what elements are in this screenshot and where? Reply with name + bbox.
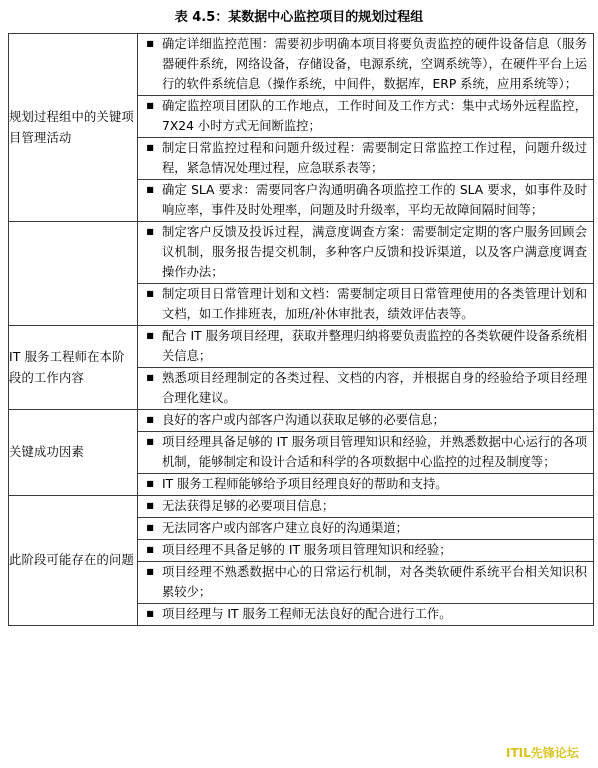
list-item xyxy=(138,496,593,517)
list-item xyxy=(138,517,593,539)
row-items xyxy=(138,34,594,222)
list-item xyxy=(138,473,593,495)
square-bullet-icon: ■ xyxy=(146,227,154,236)
row-items xyxy=(138,496,594,626)
list-item-text: 确定监控项目团队的工作地点，工作时间及工作方式：集中式场外远程监控，7X24 小时方式无间断监控； xyxy=(162,99,587,133)
list-item xyxy=(138,431,593,473)
square-bullet-icon: ■ xyxy=(146,523,154,532)
table-row xyxy=(9,34,594,222)
list-item xyxy=(138,410,593,431)
square-bullet-icon: ■ xyxy=(146,331,154,340)
square-bullet-icon: ■ xyxy=(146,545,154,554)
table-row xyxy=(9,496,594,626)
list-item-text: 熟悉项目经理制定的各类过程、文档的内容，并根据自身的经验给予项目经理合理化建议。 xyxy=(162,371,587,405)
table-row xyxy=(9,326,594,410)
list-item-text: 确定 SLA 要求：需要同客户沟通明确各项监控工作的 SLA 要求，如事件及时响应率，事件及时处理率，问题及时升级率，平均无故障间隔时间等； xyxy=(162,183,587,217)
square-bullet-icon: ■ xyxy=(146,101,154,110)
list-item-text: 项目经理不熟悉数据中心的日常运行机制，对各类软硬件系统平台相关知识积累较少； xyxy=(162,565,587,599)
row-label: IT 服务工程师在本阶段的工作内容 xyxy=(9,326,138,410)
row-label: 此阶段可能存在的问题 xyxy=(9,496,138,626)
list-item-text: 良好的客户或内部客户沟通以获取足够的必要信息； xyxy=(162,413,445,427)
list-item-text: 制定日常监控过程和问题升级过程：需要制定日常监控工作过程，问题升级过程，紧急情况处理过程，应急联系表等； xyxy=(162,141,587,175)
list-item xyxy=(138,561,593,603)
square-bullet-icon: ■ xyxy=(146,373,154,382)
square-bullet-icon: ■ xyxy=(146,39,154,48)
table-row xyxy=(9,410,594,496)
square-bullet-icon: ■ xyxy=(146,415,154,424)
square-bullet-icon: ■ xyxy=(146,289,154,298)
square-bullet-icon: ■ xyxy=(146,143,154,152)
list-item-text: 制定客户反馈及投诉过程，满意度调查方案：需要制定定期的客户服务回顾会议机制，服务报告提交机制，多种客户反馈和投诉渠道，以及客户满意度调查操作办法； xyxy=(162,225,587,279)
planning-process-table xyxy=(8,33,594,626)
table-row xyxy=(9,222,594,326)
square-bullet-icon: ■ xyxy=(146,567,154,576)
square-bullet-icon: ■ xyxy=(146,479,154,488)
list-item xyxy=(138,137,593,179)
table-title: 表 4.5：某数据中心监控项目的规划过程组 xyxy=(174,10,424,25)
row-label xyxy=(9,222,138,326)
row-label: 规划过程组中的关键项目管理活动 xyxy=(9,34,138,222)
list-item xyxy=(138,34,593,95)
list-item-text: 无法获得足够的必要项目信息； xyxy=(162,499,335,513)
list-item-text: 制定项目日常管理计划和文档：需要制定项目日常管理使用的各类管理计划和文档，如工作排班表，加班/补休审批表，绩效评估表等。 xyxy=(162,287,587,321)
square-bullet-icon: ■ xyxy=(146,437,154,446)
square-bullet-icon: ■ xyxy=(146,185,154,194)
list-item xyxy=(138,179,593,221)
list-item xyxy=(138,539,593,561)
list-item xyxy=(138,367,593,409)
row-items xyxy=(138,410,594,496)
list-item xyxy=(138,95,593,137)
row-items xyxy=(138,222,594,326)
list-item-text: IT 服务工程师能够给予项目经理良好的帮助和支持。 xyxy=(162,477,448,491)
list-item-text: 项目经理具备足够的 IT 服务项目管理知识和经验，并熟悉数据中心运行的各项机制，能够制定和设计合适和科学的各项数据中心监控的过程及制度等； xyxy=(162,435,587,469)
list-item xyxy=(138,603,593,625)
square-bullet-icon: ■ xyxy=(146,501,154,510)
list-item xyxy=(138,222,593,283)
list-item-text: 无法同客户或内部客户建立良好的沟通渠道； xyxy=(162,521,408,535)
list-item-text: 项目经理不具备足够的 IT 服务项目管理知识和经验； xyxy=(162,543,452,557)
list-item-text: 配合 IT 服务项目经理，获取并整理归纳将要负责监控的各类软硬件设备系统相关信息； xyxy=(162,329,587,363)
list-item xyxy=(138,283,593,325)
square-bullet-icon: ■ xyxy=(146,609,154,618)
row-label: 关键成功因素 xyxy=(9,410,138,496)
row-items xyxy=(138,326,594,410)
watermark-logo: ITIL先锋论坛 xyxy=(506,746,579,760)
list-item-text: 项目经理与 IT 服务工程师无法良好的配合进行工作。 xyxy=(162,607,452,621)
list-item-text: 确定详细监控范围：需要初步明确本项目将要负责监控的硬件设备信息（服务器硬件系统，网络设备，存储设备，电源系统，空调系统等），在硬件平台上运行的软件系统信息（操作系统，中间件，数据库，ERP 系统，应用系统等）； xyxy=(162,37,587,91)
list-item xyxy=(138,326,593,367)
